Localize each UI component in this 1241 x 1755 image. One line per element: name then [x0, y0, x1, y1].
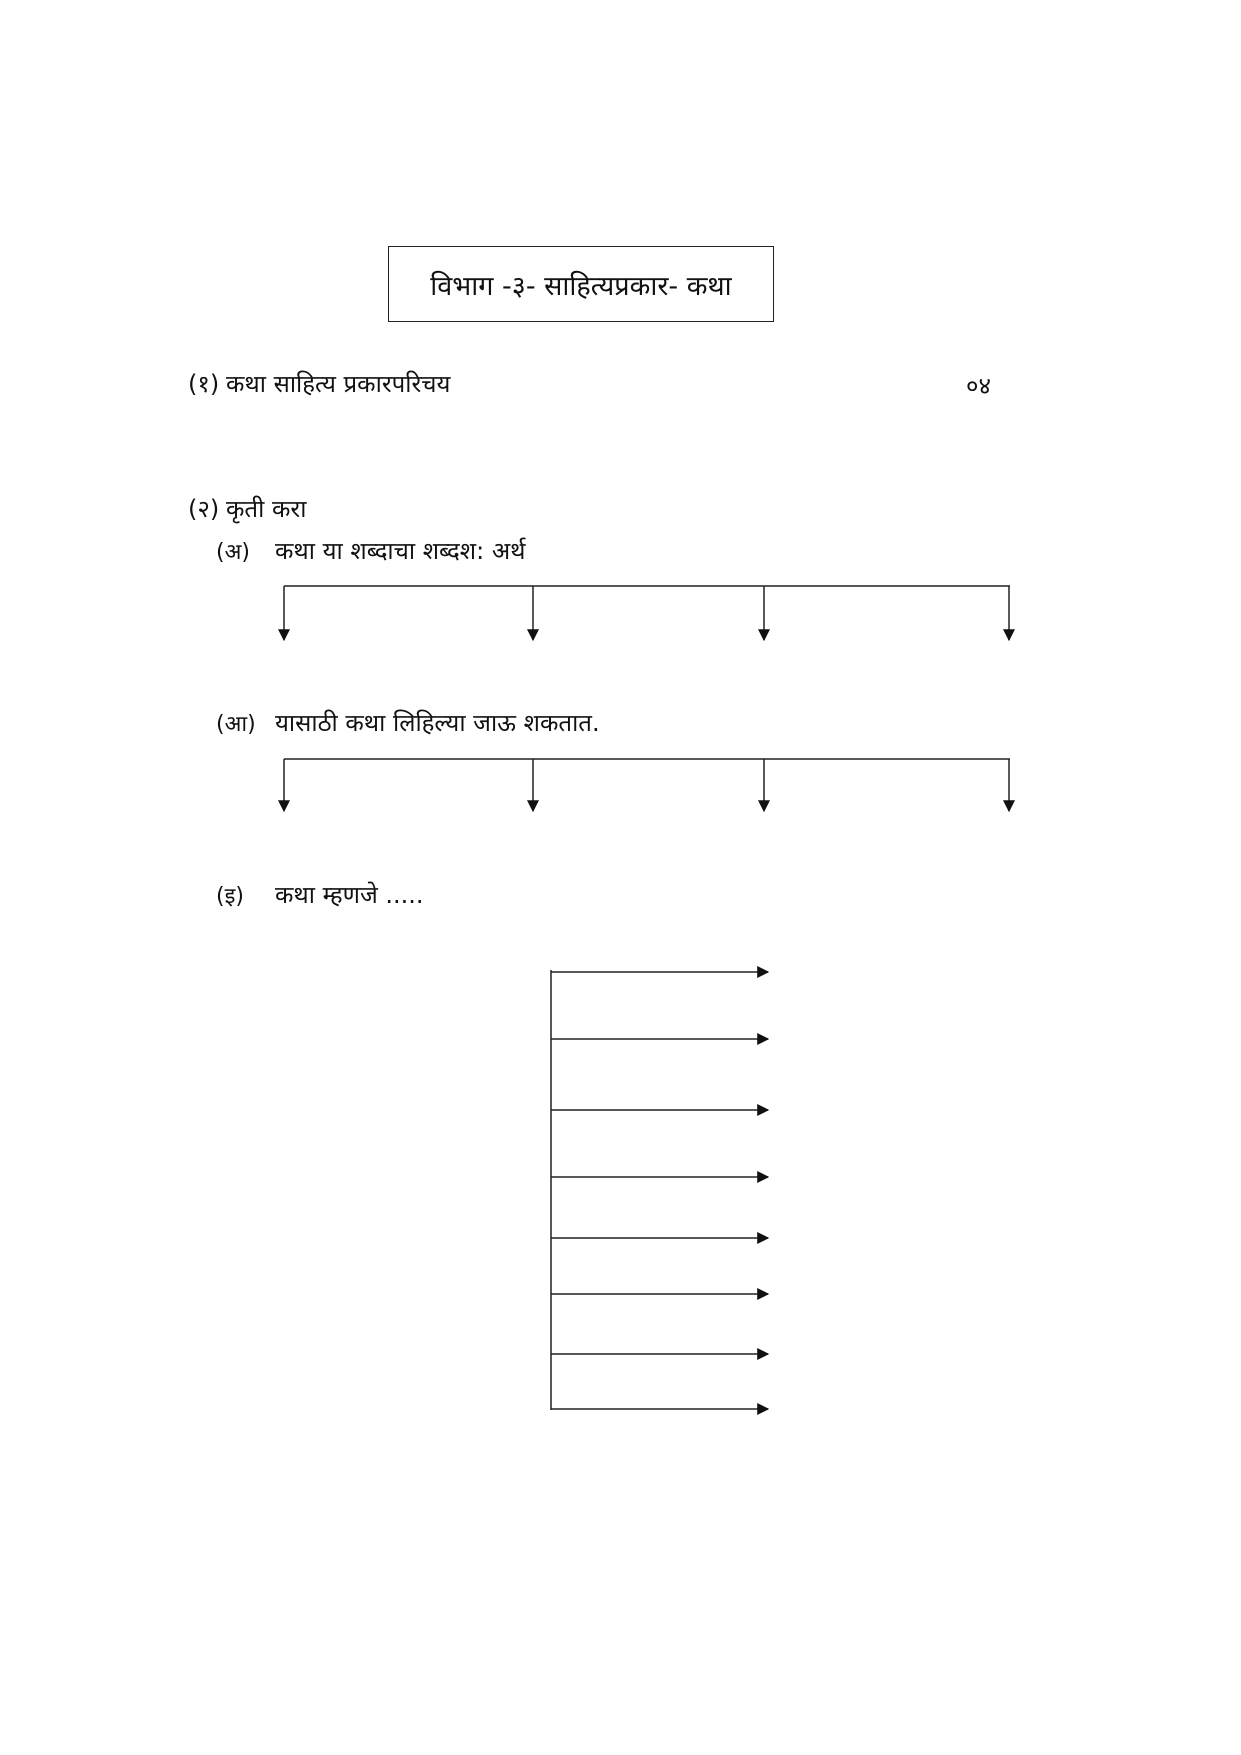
part-i-diagram [551, 970, 768, 1410]
part-aa-text: यासाठी कथा लिहिल्या जाऊ शकतात. [275, 709, 600, 737]
q2-text: कृती करा [226, 495, 307, 523]
part-aa-label: (आ) [216, 712, 256, 737]
part-a-label: (अ) [216, 540, 250, 565]
part-i-text: कथा म्हणजे ..... [275, 881, 424, 909]
section-title: विभाग -३- साहित्यप्रकार- कथा [430, 270, 732, 302]
part-a-diagram [284, 586, 1010, 640]
q1-marks: ०४ [966, 372, 991, 400]
part-i-label: (इ) [216, 884, 244, 909]
q1-number: (१) [188, 370, 220, 398]
q2-number: (२) [188, 495, 220, 523]
part-aa-diagram [284, 759, 1010, 811]
part-a-text: कथा या शब्दाचा शब्दश: अर्थ [275, 537, 526, 565]
q1-text: कथा साहित्य प्रकारपरिचय [226, 370, 451, 398]
section-title-box [388, 246, 774, 322]
